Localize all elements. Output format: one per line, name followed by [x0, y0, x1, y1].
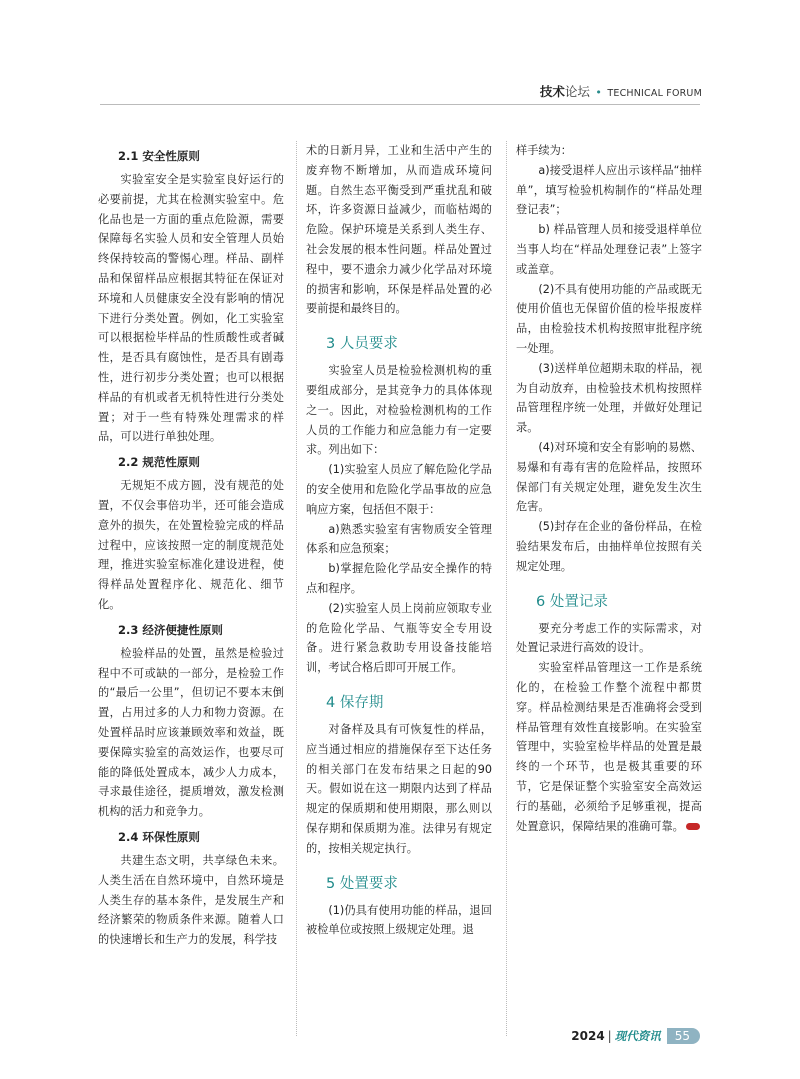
section-heading: 3 人员要求 [326, 336, 398, 353]
text-column-1 [98, 141, 284, 950]
text-column-3 [516, 141, 702, 836]
header-section: 技术 [539, 84, 565, 99]
section-heading: 4 保存期 [326, 694, 384, 711]
body-paragraph: 对备样及具有可恢复性的样品，应当通过相应的措施保存至下达任务的相关部门在发布结果之日起的90天。假如说在这一期限内达到了样品规定的保质期和使用期限，那么则以保存期和保质期为准。法律另有规定的，按相关规定执行。 [306, 722, 492, 855]
page-footer [571, 1027, 700, 1045]
body-paragraph: (2)实验室人员上岗前应领取专业的危险化学品、气瓶等安全专用设备。进行紧急救助专用设备技能培训，考试合格后即可开展工作。 [306, 601, 492, 675]
body-paragraph: 术的日新月异，工业和生活中产生的废弃物不断增加，从而造成环境问题。自然生态平衡受到严重扰乱和破坏，许多资源日益减少，而临枯竭的危险。保护环境是关系到人类生存、社会发展的根本性问题。样品处置过程中，要不遗余力减少化学品对环境的损害和影响，环保是样品处置的必要前提和最终目的。 [306, 144, 492, 316]
body-paragraph: (3)送样单位超期未取的样品，视为自动放弃，由检验技术机构按照样品管理程序统一处理，并做好处理记录。 [516, 361, 702, 435]
body-paragraph: 样手续为： [516, 144, 572, 157]
body-paragraph: (5)封存在企业的备份样品，在检验结果发布后，由抽样单位按照有关规定处理。 [516, 520, 702, 573]
body-paragraph: (2)不具有使用功能的产品或既无使用价值也无保留价值的检毕报废样品，由检验技术机构按照审批程序统一处理。 [516, 282, 702, 355]
header-rule [100, 104, 700, 105]
subsection-heading: 2.2 规范性原则 [118, 455, 200, 470]
section-heading: 5 处置要求 [326, 875, 398, 892]
column-divider [296, 141, 297, 1036]
subsection-heading: 2.4 环保性原则 [118, 829, 200, 844]
body-paragraph: b)掌握危险化学品安全操作的特点和程序。 [306, 562, 492, 595]
header-section-2: 论坛 [564, 84, 590, 99]
body-paragraph: a)接受退样人应出示该样品“抽样单”，填写检验机构制作的“样品处理登记表”； [516, 163, 702, 217]
magazine-name: 现代资讯 [614, 1029, 661, 1043]
text-column-2 [306, 141, 492, 940]
body-paragraph: 实验室样品管理这一工作是系统化的，在检验工作整个流程中都贯穿。样品检测结果是否准确将会受到样品管理有效性直接影响。在实验室管理中，实验室检毕样品的处置是最终的一个环节，也是极其重要的环节，它是保证整个实验室安全高效运行的基础，必须给予足够重视，提高处置意识，保障结果的准确可靠。 [516, 661, 702, 833]
column-divider [506, 141, 507, 1036]
body-paragraph: a)熟悉实验室有害物质安全管理体系和应急预案； [306, 522, 492, 556]
section-heading: 6 处置记录 [536, 593, 608, 610]
body-paragraph: 实验室人员是检验检测机构的重要组成部分，是其竞争力的具体体现之一。因此，对检验检测机构的工作人员的工作能力和应急能力有一定要求。列出如下： [306, 364, 492, 457]
end-of-article-icon [686, 823, 700, 830]
body-paragraph: 实验室安全是实验室良好运行的必要前提，尤其在检测实验室中。危化品也是一方面的重点危险源，需要保障每名实验人员和安全管理人员始终保持较高的警惕心理。样品、副样品和保留样品应根据其特征在保证对环境和人员健康安全没有影响的情况下进行分类处置。例如，化工实验室可以根据检毕样品的性质酸性或者碱性，是否具有腐蚀性，是否具有剧毒性，进行初步分类处置；也可以根据样品的有机或者无机特性进行分类处置；对于一些有特殊处理需求的样品，可以进行单独处理。 [98, 173, 284, 444]
subsection-heading: 2.1 安全性原则 [118, 149, 200, 163]
footer-separator: | [607, 1029, 612, 1043]
body-paragraph: 要充分考虑工作的实际需求，对处置记录进行高效的设计。 [516, 621, 702, 655]
body-paragraph: 检验样品的处置，虽然是检验过程中不可或缺的一部分，是检验工作的“最后一公里”，但切记不要本末倒置，占用过多的人力和物力资源。在处置样品时应该兼顾效率和效益，既要保障实验室的高效运作，也要尽可能的降低处置成本，减少人力成本，寻求最佳途径，提质增效，激发检测机构的活力和竞争力。 [98, 646, 284, 819]
body-paragraph: 共建生态文明，共享绿色未来。人类生活在自然环境中，自然环境是人类生存的基本条件，是发展生产和经济繁荣的物质条件来源。随着人口的快速增长和生产力的发展，科学技 [98, 853, 284, 947]
subsection-heading: 2.3 经济便捷性原则 [118, 622, 223, 637]
body-paragraph: 无规矩不成方圆，没有规范的处置，不仅会事倍功半，还可能会造成意外的损失，在处置检验完成的样品过程中，应该按照一定的制度规范处理，推进实验室标准化建设进程，使得样品处置程序化、规范化、细节化。 [98, 479, 284, 611]
page-number: 55 [667, 1028, 700, 1044]
body-paragraph: (1)实验室人员应了解危险化学品的安全使用和危险化学品事故的应急响应方案，包括但不限于： [306, 463, 492, 516]
body-paragraph: (1)仍具有使用功能的样品，退回被检单位或按照上级规定处理。退 [306, 903, 492, 937]
footer-year: 2024 [571, 1029, 605, 1043]
header-forum-en: TECHNICAL FORUM [607, 88, 702, 99]
running-header [540, 82, 702, 100]
header-dot: • [595, 86, 602, 99]
body-paragraph: (4)对环境和安全有影响的易燃、易爆和有毒有害的危险样品，按照环保部门有关规定处理，避免发生次生危害。 [516, 440, 702, 514]
body-paragraph: b) 样品管理人员和接受退样单位当事人均在“样品处理登记表”上签字或盖章。 [516, 223, 702, 276]
